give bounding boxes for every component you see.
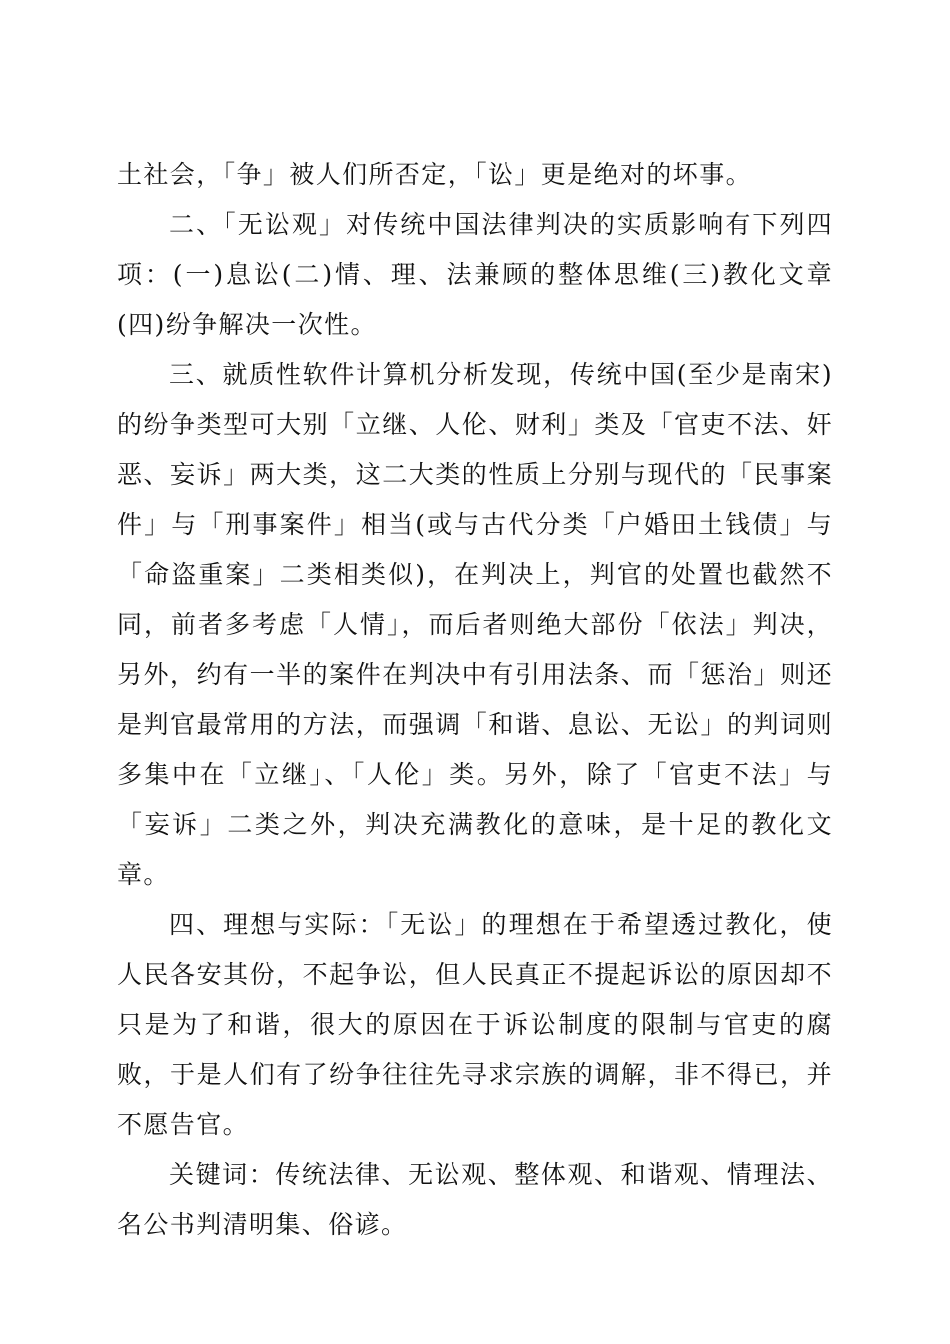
document-body: [117, 150, 833, 1250]
paragraph-point-four: 四、理想与实际：「无讼」的理想在于希望透过教化，使人民各安其份，不起争讼，但人民真正不提起诉讼的原因却不只是为了和谐，很大的原因在于诉讼制度的限制与官吏的腐败，于是人们有了纷争往往先寻求宗族的调解，非不得已，并不愿告官。: [117, 910, 833, 1139]
paragraph-continuation: 土社会，「争」被人们所否定，「讼」更是绝对的坏事。: [117, 160, 753, 189]
paragraph-point-two: 二、「无讼观」对传统中国法律判决的实质影响有下列四项：(一)息讼(二)情、理、法兼顾的整体思维(三)教化文章(四)纷争解决一次性。: [117, 210, 833, 339]
paragraph-keywords: 关键词：传统法律、无讼观、整体观、和谐观、情理法、名公书判清明集、俗谚。: [117, 1160, 833, 1239]
paragraph-point-three: 三、就质性软件计算机分析发现，传统中国(至少是南宋)的纷争类型可大别「立继、人伦、财利」类及「官吏不法、奸恶、妄诉」两大类，这二大类的性质上分别与现代的「民事案件」与「刑事案件」相当(或与古代分类「户婚田土钱债」与「命盗重案」二类相类似)，在判决上，判官的处置也截然不同，前者多考虑「人情」，而后者则绝大部份「依法」判决，另外，约有一半的案件在判决中有引用法条、而「惩治」则还是判官最常用的方法，而强调「和谐、息讼、无讼」的判词则多集中在「立继」、「人伦」类。另外，除了「官吏不法」与「妄诉」二类之外，判决充满教化的意味，是十足的教化文章。: [117, 360, 833, 889]
